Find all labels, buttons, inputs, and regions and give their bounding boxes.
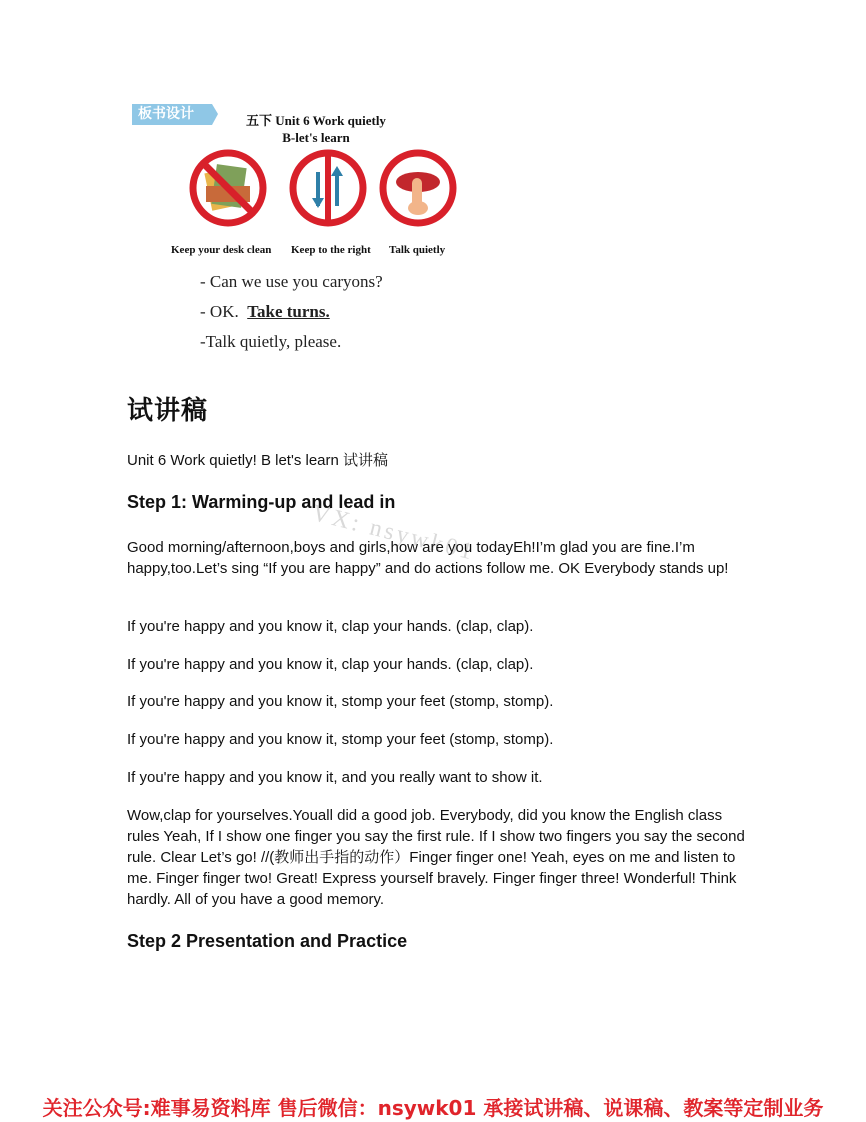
sign-caption: Keep your desk clean [171, 244, 272, 256]
lips-finger-prohibited-icon [378, 148, 458, 228]
step2-heading: Step 2 Presentation and Practice [127, 931, 408, 951]
books-prohibited-icon [188, 148, 268, 228]
arrows-prohibited-icon [288, 148, 368, 228]
board-title [226, 112, 406, 146]
board-tag: 板书设计 [132, 104, 212, 125]
board-title-line1: 五下 Unit 6 Work quietly [246, 113, 386, 128]
paragraph: Good morning/afternoon,boys and girls,how are you todayEh!I’m glad you are fine.I’m happy,too.Let’s sing “If you are happy” and do actions follow me. OK Everybody stands up! [127, 539, 729, 577]
paragraph: Wow,clap for yourselves.Youall did a good job. Everybody, did you know the English class rules Yeah, If I show one finger you say the first rule. If I show two fingers you say the second rule. Clear Let’s go! //(教师出手指的动作）Finger finger one! Yeah, eyes on me and listen to me. Finger finger two! Great! Express yourself bravely. Finger finger three! Wonderful! Think hardly. All of you have a good memory. [127, 807, 745, 908]
page-heading: 试讲稿 [127, 396, 209, 426]
paragraph: If you're happy and you know it, stomp your feet (stomp, stomp). [127, 693, 554, 710]
board-line-2 [200, 302, 330, 322]
document-subtitle: Unit 6 Work quietly! B let's learn 试讲稿 [127, 452, 389, 469]
watermark: VX: nsywk01 [309, 500, 478, 566]
board-line-2-emphasis: Take turns. [247, 302, 330, 321]
paragraph: If you're happy and you know it, clap your hands. (clap, clap). [127, 656, 534, 673]
paragraph: If you're happy and you know it, stomp your feet (stomp, stomp). [127, 731, 554, 748]
board-line-1: - Can we use you caryons? [200, 272, 383, 291]
step1-heading: Step 1: Warming-up and lead in [127, 492, 396, 512]
footer-banner: 关注公众号:难事易资料库 售后微信：nsywk01 承接试讲稿、说课稿、教案等定制业务 [42, 1096, 824, 1120]
board-line-3: -Talk quietly, please. [200, 332, 342, 351]
paragraph: If you're happy and you know it, clap your hands. (clap, clap). [127, 618, 534, 635]
board-title-line2: B-let's learn [282, 130, 350, 145]
sign-caption: Talk quietly [389, 244, 446, 256]
board-line-2-prefix: - OK. [200, 302, 239, 321]
board-design-image [130, 100, 494, 362]
sign-caption: Keep to the right [291, 244, 371, 256]
paragraph: If you're happy and you know it, and you really want to show it. [127, 769, 543, 786]
